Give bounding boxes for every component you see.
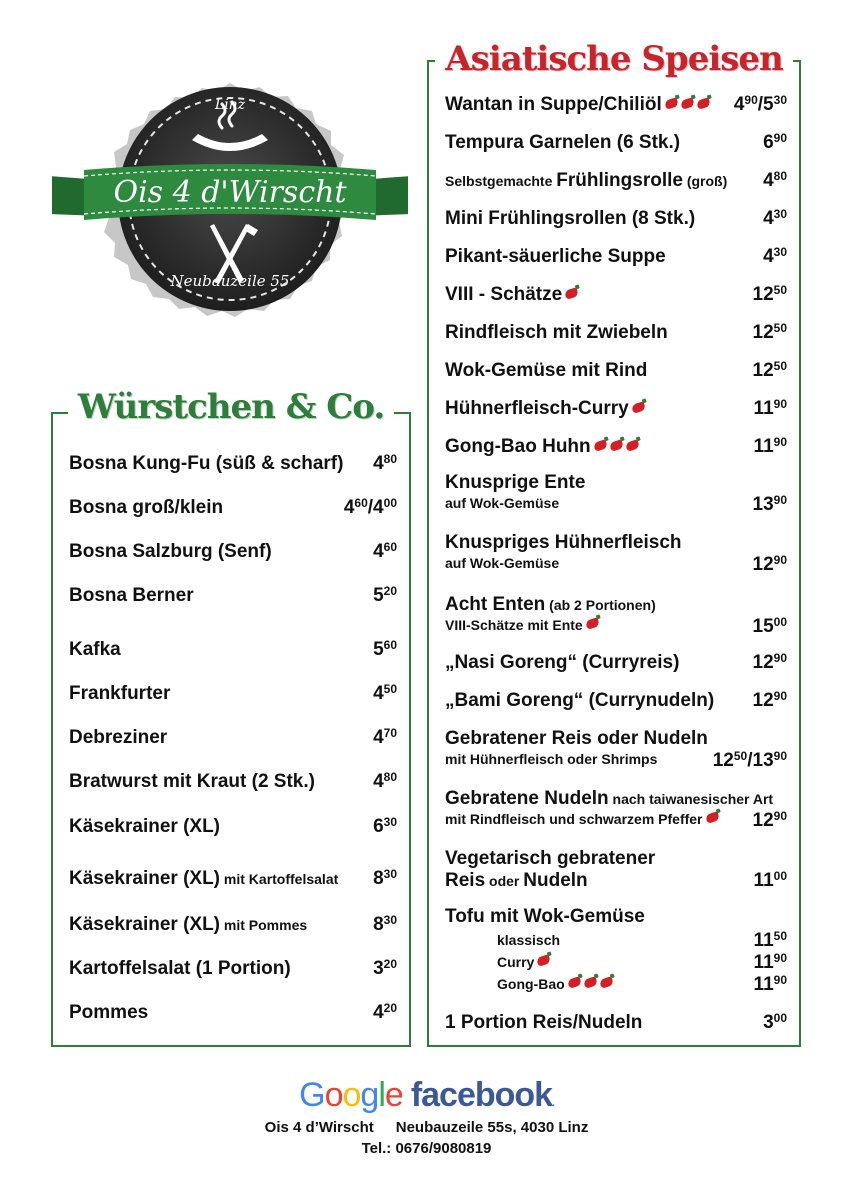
sausage-menu-title: Würstchen & Co. (53, 388, 409, 426)
menu-item-name: Selbstgemachte Frühlingsrolle (groß) (445, 170, 728, 191)
tofu-option-price: $11^{50}$ (753, 929, 787, 951)
menu-item-name: VIII - Schätze (445, 284, 578, 306)
price-cents: 90 (773, 651, 787, 665)
menu-item-description: auf Wok-Gemüse (445, 495, 560, 511)
chili-icon (567, 976, 582, 989)
menu-item-description: VIII-Schätze mit Ente (445, 617, 599, 634)
price-cents: 80 (773, 169, 787, 183)
chili-icon (631, 401, 646, 414)
menu-item-note: nach taiwanesischer Art (608, 791, 774, 807)
menu-item-price: $12^{50}/13^{90}$ (712, 749, 787, 771)
menu-item-name: Wok-Gemüse mit Rind (445, 360, 648, 381)
menu-item-name: Knuspriges Hühnerfleisch (445, 532, 682, 553)
price-cents: 90 (744, 93, 758, 107)
footer-phone: Tel.: 0676/9080819 (361, 1140, 492, 1157)
tofu-option-label: Curry (497, 954, 550, 971)
menu-item-price: $12^{50}$ (752, 321, 787, 343)
sausage-menu-panel (51, 387, 411, 1047)
chili-icon (625, 439, 640, 452)
menu-item-price: $13^{90}$ (752, 493, 787, 515)
price-cents: 50 (773, 359, 787, 373)
menu-item-price: $4^{80}$ (763, 169, 787, 191)
chili-icon (585, 617, 600, 630)
menu-item-note: mit Kartoffelsalat (220, 871, 339, 887)
price-cents: 50 (733, 749, 748, 763)
price-cents: 80 (383, 770, 397, 784)
menu-item-name: 1 Portion Reis/Nudeln (445, 1012, 643, 1033)
tofu-option-label: Gong-Bao (497, 976, 613, 993)
price-cents: 30 (383, 913, 397, 927)
menu-item-name: Kartoffelsalat (1 Portion) (69, 958, 291, 979)
chili-icon (609, 439, 624, 452)
menu-item-name: Mini Frühlingsrollen (8 Stk.) (445, 208, 696, 229)
menu-item-price: $4^{30}$ (763, 245, 787, 267)
menu-item-name: Acht Enten (ab 2 Portionen) (445, 594, 656, 615)
price-cents: 80 (383, 452, 397, 466)
price-cents: 90 (773, 553, 787, 567)
menu-item-description: mit Rindfleisch und schwarzem Pfeffer (445, 811, 719, 828)
price-cents: 50 (773, 929, 787, 943)
menu-item-note: (groß) (682, 173, 728, 189)
price-cents: 30 (383, 815, 397, 829)
price-cents: 90 (773, 397, 787, 411)
menu-item-price: $12^{90}$ (752, 809, 787, 831)
menu-item-price: $5^{60}$ (373, 638, 397, 660)
menu-item-price: $12^{50}$ (752, 283, 787, 305)
chili-icon (593, 439, 608, 452)
menu-item-name: Bosna Kung-Fu (süß & scharf) (69, 453, 344, 474)
price-cents: 90 (773, 493, 787, 507)
menu-item-name: Debreziner (69, 727, 168, 748)
menu-item-name: Bosna groß/klein (69, 497, 224, 518)
price-cents: 90 (773, 951, 787, 965)
menu-item-price: $4^{20}$ (373, 1001, 397, 1023)
menu-item-price: $4^{90}/5^{30}$ (733, 93, 787, 115)
menu-item-name: Frankfurter (69, 683, 171, 704)
menu-item-price: $12^{50}$ (752, 359, 787, 381)
menu-item-name: Kafka (69, 639, 121, 660)
menu-item-name-line2: Reis oder Nudeln (445, 870, 588, 891)
chili-icon (564, 287, 579, 300)
menu-item-price: $12^{90}$ (752, 651, 787, 673)
menu-item-price: $6^{30}$ (373, 815, 397, 837)
price-cents: 90 (773, 131, 787, 145)
menu-item-name: Tofu mit Wok-Gemüse (445, 906, 645, 927)
chili-icon (599, 976, 614, 989)
menu-item-price: $5^{20}$ (373, 584, 397, 606)
chili-icon (536, 954, 551, 967)
price-cents: 50 (773, 283, 787, 297)
menu-item-name: Bosna Salzburg (Senf) (69, 541, 272, 562)
tofu-option-price: $11^{90}$ (753, 951, 787, 973)
menu-item-price: $11^{90}$ (753, 397, 787, 419)
tofu-option-label: klassisch (497, 932, 561, 948)
footer-street: Neubauzeile 55s, 4030 Linz (395, 1119, 589, 1136)
menu-item-name: Käsekrainer (XL) mit Kartoffelsalat (69, 868, 339, 889)
menu-item-name: Gebratene Nudeln nach taiwanesischer Art (445, 788, 774, 809)
price-cents: 30 (773, 93, 787, 107)
menu-item-name: Käsekrainer (XL) (69, 816, 221, 837)
chili-icon (680, 97, 695, 110)
price-cents: 00 (773, 1011, 787, 1025)
facebook-logo[interactable]: facebook. (410, 1076, 554, 1114)
menu-item-name: Pikant-säuerliche Suppe (445, 246, 666, 267)
menu-item-price: $8^{30}$ (373, 913, 397, 935)
menu-item-note: (ab 2 Portionen) (545, 597, 656, 613)
menu-item-price: $11^{00}$ (753, 869, 787, 891)
tofu-option-price: $11^{90}$ (753, 973, 787, 995)
menu-item-name: „Nasi Goreng“ (Curryreis) (445, 652, 680, 673)
menu-item-name: „Bami Goreng“ (Currynudeln) (445, 690, 715, 711)
menu-item-name: Käsekrainer (XL) mit Pommes (69, 914, 308, 935)
menu-item-price: $15^{00}$ (752, 615, 787, 637)
menu-item-name: Pommes (69, 1002, 149, 1023)
menu-item-name: Knusprige Ente (445, 472, 586, 493)
price-cents: 90 (773, 435, 787, 449)
menu-item-price: $4^{70}$ (373, 726, 397, 748)
price-cents: 00 (773, 869, 787, 883)
google-logo[interactable]: Google (299, 1076, 403, 1114)
price-cents: 30 (383, 867, 397, 881)
chili-icon (704, 811, 719, 824)
menu-item-price: $4^{80}$ (373, 770, 397, 792)
menu-item-price: $4^{60}$ (373, 540, 397, 562)
logo-city: Linz (214, 97, 246, 113)
price-cents: 90 (773, 809, 787, 823)
price-cents: 90 (773, 973, 787, 987)
price-cents: 90 (773, 749, 787, 763)
menu-item-price: $4^{30}$ (763, 207, 787, 229)
footer-address (0, 1119, 853, 1137)
chili-icon (583, 976, 598, 989)
menu-item-name: Bratwurst mit Kraut (2 Stk.) (69, 771, 315, 792)
menu-item-price: $4^{80}$ (373, 452, 397, 474)
menu-item-prefix: Selbstgemachte (445, 173, 557, 189)
price-cents: 30 (773, 207, 787, 221)
menu-item-name: Gebratener Reis oder Nudeln (445, 728, 708, 749)
chili-icon (664, 97, 679, 110)
footer-business-name: Ois 4 d’Wirscht (264, 1119, 374, 1136)
menu-item-description: mit Hühnerfleisch oder Shrimps (445, 751, 658, 767)
menu-item-price: $4^{60}/4^{00}$ (343, 496, 397, 518)
price-cents: 70 (383, 726, 397, 740)
price-cents: 00 (383, 496, 397, 510)
price-cents: 20 (383, 957, 397, 971)
price-cents: 20 (383, 584, 397, 598)
menu-item-price: $4^{50}$ (373, 682, 397, 704)
menu-item-price: $11^{90}$ (753, 435, 787, 457)
price-cents: 20 (383, 1001, 397, 1015)
price-cents: 60 (354, 496, 368, 510)
menu-item-name: Wantan in Suppe/Chiliöl (445, 94, 710, 116)
menu-item-price: $3^{20}$ (373, 957, 397, 979)
logo-street: Neubauzeile 55 (170, 272, 290, 290)
menu-item-name: Rindfleisch mit Zwiebeln (445, 322, 668, 343)
price-cents: 60 (383, 540, 397, 554)
menu-item-name: Vegetarisch gebratener (445, 848, 656, 869)
menu-item-name: Gong-Bao Huhn (445, 436, 639, 458)
chili-icon (696, 97, 711, 110)
asian-menu-title: Asiatische Speisen (429, 40, 799, 78)
price-cents: 50 (383, 682, 397, 696)
price-cents: 90 (773, 689, 787, 703)
menu-item-name: Tempura Garnelen (6 Stk.) (445, 132, 681, 153)
menu-item-price: $6^{90}$ (763, 131, 787, 153)
menu-item-description: auf Wok-Gemüse (445, 555, 560, 571)
price-cents: 30 (773, 245, 787, 259)
menu-item-price: $8^{30}$ (373, 867, 397, 889)
menu-item-name: Bosna Berner (69, 585, 194, 606)
asian-menu-panel (427, 39, 801, 1047)
menu-item-connector: oder (485, 873, 524, 889)
menu-item-name: Hühnerfleisch-Curry (445, 398, 645, 420)
menu-item-price: $12^{90}$ (752, 553, 787, 575)
menu-item-price: $12^{90}$ (752, 689, 787, 711)
menu-item-price: $3^{00}$ (763, 1011, 787, 1033)
logo (52, 64, 408, 336)
logo-name: Ois 4 d'Wirscht (113, 175, 347, 210)
menu-item-note: mit Pommes (220, 917, 308, 933)
price-cents: 60 (383, 638, 397, 652)
price-cents: 00 (773, 615, 787, 629)
price-cents: 50 (773, 321, 787, 335)
social-brands (0, 1076, 853, 1116)
